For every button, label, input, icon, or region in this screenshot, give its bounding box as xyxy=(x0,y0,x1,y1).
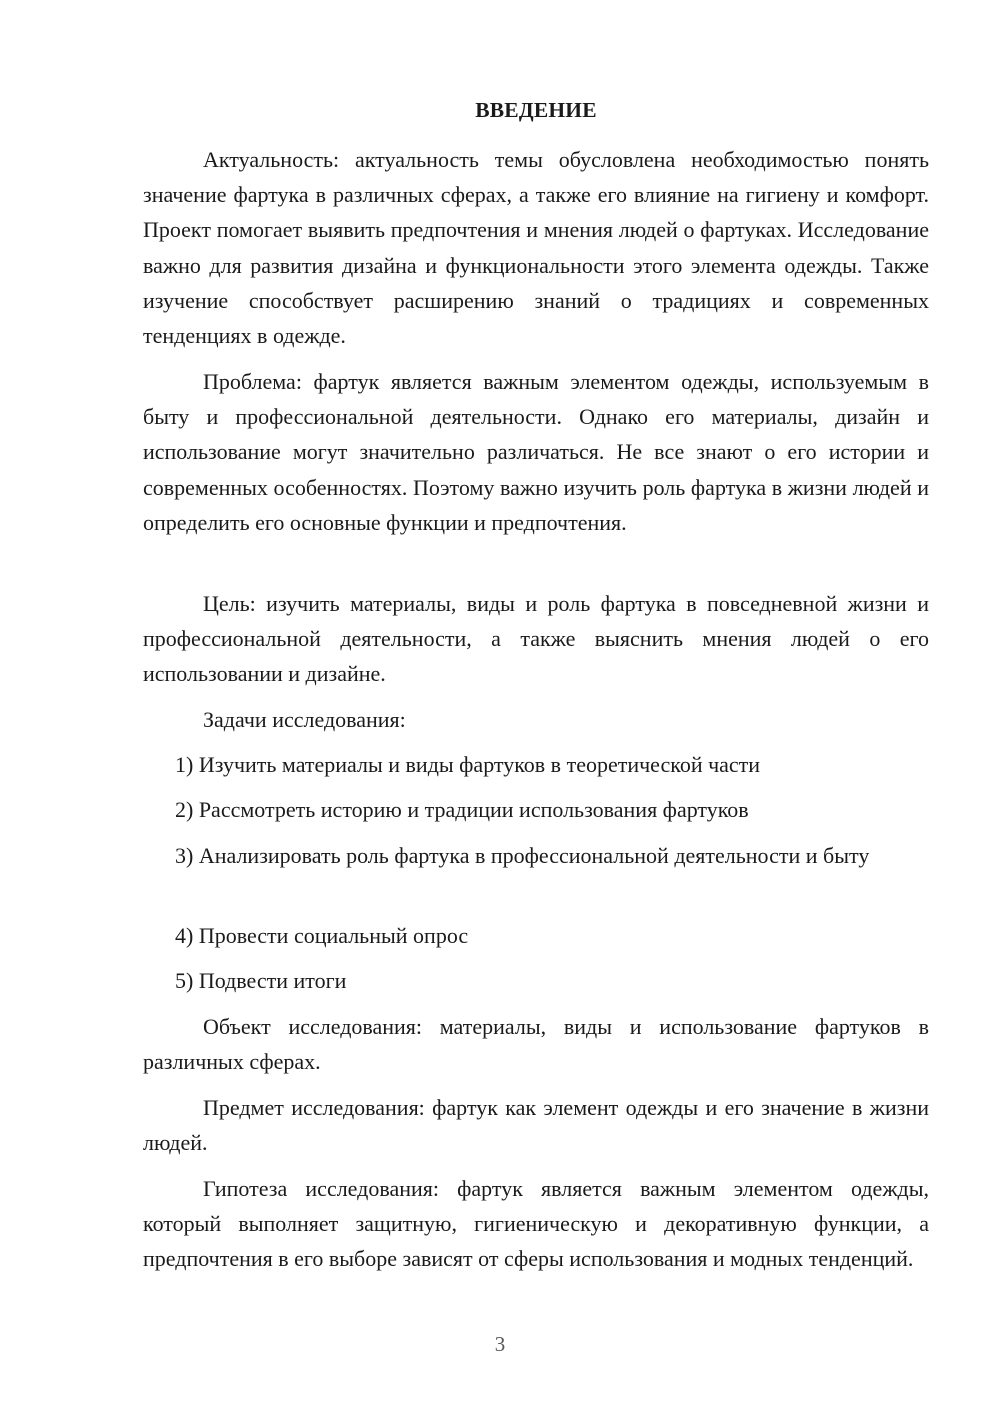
task-item-2: 2) Рассмотреть историю и традиции использования фартуков xyxy=(175,797,749,822)
problem-paragraph: Проблема: фартук является важным элементом одежды, используемым в быту и профессиональной деятельности. Однако его материалы, дизайн и использование могут значительно различаться. Не все знают о его истории и современных особенностях. Поэтому важно изучить роль фартука в жизни людей и определить его основные функции и предпочтения. xyxy=(143,369,929,535)
object-paragraph: Объект исследования: материалы, виды и использование фартуков в различных сферах. xyxy=(143,1014,929,1075)
hypothesis-paragraph: Гипотеза исследования: фартук является важным элементом одежды, который выполняет защитную, гигиеническую и декоративную функции, а предпочтения в его выборе зависят от сферы использования и модных тенденций. xyxy=(143,1176,929,1272)
task-item-5: 5) Подвести итоги xyxy=(175,968,347,993)
task-item-1: 1) Изучить материалы и виды фартуков в теоретической части xyxy=(175,752,761,777)
page-title: ВВЕДЕНИЕ xyxy=(475,98,597,122)
tasks-heading: Задачи исследования: xyxy=(203,707,406,732)
subject-paragraph: Предмет исследования: фартук как элемент одежды и его значение в жизни людей. xyxy=(143,1095,929,1156)
task-item-4: 4) Провести социальный опрос xyxy=(175,923,469,948)
page-number: 3 xyxy=(494,1332,506,1356)
task-item-3: 3) Анализировать роль фартука в профессиональной деятельности и быту xyxy=(175,843,870,868)
relevance-paragraph: Актуальность: актуальность темы обусловлена необходимостью понять значение фартука в различных сферах, а также его влияние на гигиену и комфорт. Проект помогает выявить предпочтения и мнения людей о фартуках. Исследование важно для развития дизайна и функциональности этого элемента одежды. Также изучение способствует расширению знаний о традициях и современных тенденциях в одежде. xyxy=(143,147,929,349)
goal-paragraph: Цель: изучить материалы, виды и роль фартука в повседневной жизни и профессиональной деятельности, а также выяснить мнения людей о его использовании и дизайне. xyxy=(143,591,929,687)
